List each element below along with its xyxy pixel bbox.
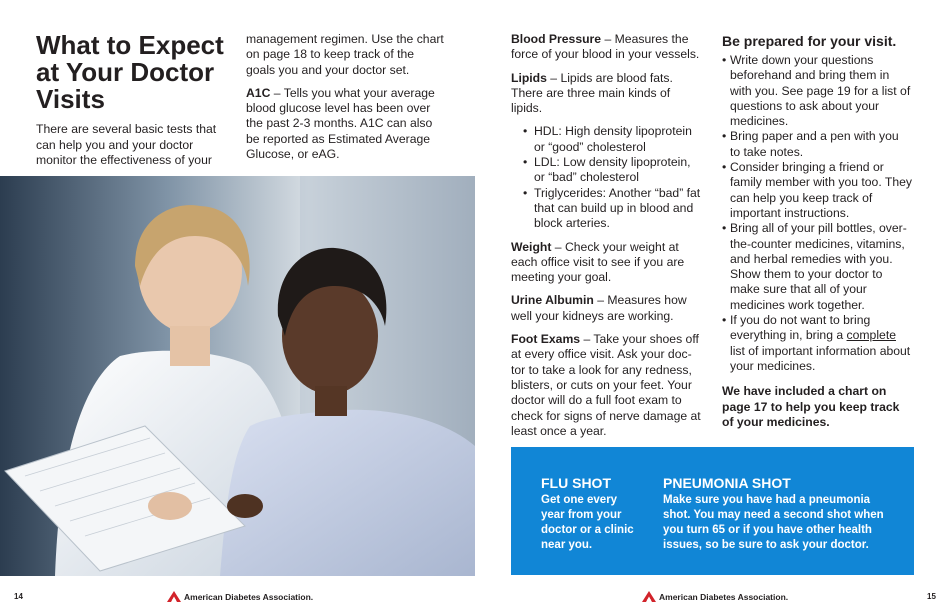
intro-paragraph: There are several basic tests that can help you and your doctor monitor the effectiveness of your [36, 122, 217, 167]
flu-shot-block [541, 476, 636, 553]
prepared-column [722, 34, 912, 430]
ada-triangle-icon [167, 591, 181, 602]
closing-note: We have included a chart on page 17 to help you keep track of your medicines. [722, 384, 900, 429]
prepared-list [722, 53, 912, 374]
list-item: • LDL: Low density lipoprotein, or “bad” cholesterol [523, 155, 703, 186]
lipids-text: – Lipids are blood fats. There are three main kinds of lipids. [511, 70, 673, 116]
tests-column [511, 32, 703, 447]
blood-pressure-text: – Measures the force of your blood in your vessels. [511, 32, 700, 62]
urine-albumin-text: – Measures how well your kidneys are working. [511, 293, 687, 323]
last-item-before: If you do not want to bring everything in, bring a [730, 313, 871, 343]
list-item [722, 313, 912, 374]
page-title: What to Expect at Your Doctor Visits [36, 30, 224, 114]
doctor-patient-photo [0, 176, 475, 576]
weight-text: – Check your weight at each office visit to see if you are meeting your goal. [511, 239, 685, 285]
photo-illustration [0, 176, 475, 576]
continuation-paragraph: management regimen. Use the chart on page 18 to keep track of the goals you and your doctor set. [246, 32, 444, 77]
list-item: • Consider bringing a friend or family member with you too. They can help you keep track of important instructions. [722, 160, 912, 221]
foot-exams-text: – Take your shoes off at every office visit. Ask your doc-tor to take a look for any redness, blisters, or cuts on your feet. Your doctor will do a full foot exam to check for signs of nerve damage at least once a year. [511, 332, 701, 438]
pneumonia-shot-text: Make sure you have had a pneumonia shot. You may need a second shot when you turn 65 or if you have other health issues, so be sure to ask your doctor. [663, 494, 884, 551]
last-item-after: list of important information about your medicines. [730, 343, 911, 373]
list-item: • HDL: High density lipoprotein or “good” cholesterol [523, 124, 703, 155]
weight-paragraph [511, 240, 703, 286]
flu-shot-heading: FLU SHOT [541, 475, 611, 491]
ada-logo-right [642, 591, 788, 602]
lipids-paragraph [511, 71, 703, 117]
list-item: • Bring paper and a pen with you to take notes. [722, 129, 912, 160]
pneumonia-shot-block [663, 476, 898, 553]
urine-albumin-term: Urine Albumin [511, 293, 594, 308]
ada-logo-left [167, 591, 313, 602]
a1c-term: A1C [246, 85, 271, 100]
vaccination-callout [511, 447, 914, 575]
list-item: • Triglycerides: Another “bad” fat that can build up in blood and block arteries. [523, 186, 703, 232]
foot-exams-paragraph [511, 332, 703, 439]
weight-term: Weight [511, 239, 552, 254]
page-number-left: 14 [14, 592, 23, 601]
prepared-heading: Be prepared for your visit. [722, 33, 897, 49]
a1c-paragraph [246, 86, 446, 162]
foot-exams-term: Foot Exams [511, 332, 581, 347]
ada-triangle-icon [642, 591, 656, 602]
list-item: • Bring all of your pill bottles, over-the-counter medicines, vitamins, and herbal remedies with you. Show them to your doctor to make sure that all of your medicines work together. [722, 221, 912, 313]
flu-shot-text: Get one every year from your doctor or a clinic near you. [541, 494, 634, 551]
urine-albumin-paragraph [511, 293, 703, 324]
lipids-term: Lipids [511, 70, 547, 85]
pneumonia-shot-heading: PNEUMONIA SHOT [663, 475, 791, 491]
a1c-text: – Tells you what your average blood glucose level has been over the past 2-3 months. A1C can also be reported as Estimated Average Glucose, or eAG. [246, 85, 435, 162]
ada-logo-text-left: American Diabetes Association. [184, 591, 314, 602]
lipids-list [523, 124, 703, 231]
ada-logo-text-right: American Diabetes Association. [659, 591, 789, 602]
list-item: • Write down your questions beforehand and bring them in with you. See page 19 for a list of questions to ask about your medicines. [722, 53, 912, 129]
last-item-underlined: complete [846, 328, 896, 343]
blood-pressure-paragraph [511, 32, 703, 63]
left-second-column [246, 32, 446, 170]
page-number-right: 15 [927, 592, 936, 601]
blood-pressure-term: Blood Pressure [511, 32, 602, 46]
